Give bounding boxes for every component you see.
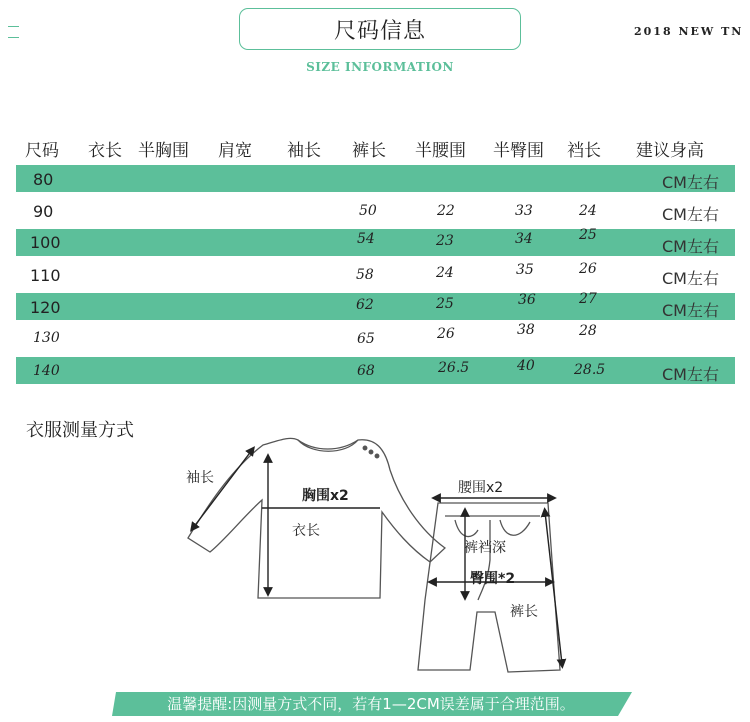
sleeve-arrow [193, 450, 252, 528]
size-cell: 80 [33, 170, 54, 189]
top-length-label: 衣长 [292, 523, 320, 539]
height-cell: CM左右 [662, 173, 719, 192]
pants-length-cell: 62 [356, 297, 374, 313]
column-header-sleeve: 袖长 [287, 141, 321, 161]
size-cell: 90 [33, 202, 54, 221]
crotch-cell: 24 [579, 203, 597, 219]
pants-length-arrow [545, 512, 562, 664]
pants-length-cell: 65 [357, 331, 375, 347]
half-waist-cell: 25 [436, 296, 454, 312]
half-waist-cell: 26 [437, 326, 455, 342]
sleeve-label: 袖长 [186, 470, 214, 486]
shirt-outline [188, 438, 445, 598]
crotch-cell: 28.5 [574, 362, 606, 378]
pants-length-cell: 54 [357, 231, 375, 247]
crotch-cell: 27 [579, 291, 597, 307]
crotch-cell: 28 [579, 323, 597, 339]
half-hip-cell: 40 [517, 358, 535, 374]
hip-label: 臀围*2 [470, 571, 516, 587]
size-cell: 130 [33, 330, 60, 346]
column-header-height: 建议身高 [636, 141, 704, 161]
page-subtitle: SIZE INFORMATION [306, 60, 454, 74]
waist-label: 腰围x2 [458, 480, 504, 496]
half-hip-cell: 36 [518, 292, 536, 308]
size-cell: 100 [30, 233, 61, 252]
page-title: 尺码信息 [239, 8, 521, 50]
rise-label: 裤裆深 [464, 540, 506, 556]
pants-length-cell: 50 [359, 203, 377, 219]
half-hip-cell: 33 [515, 203, 533, 219]
half-hip-cell: 34 [515, 231, 533, 247]
half-hip-cell: 38 [517, 322, 535, 338]
height-cell: CM左右 [662, 301, 719, 320]
column-header-size: 尺码 [25, 141, 59, 161]
size-cell: 110 [30, 266, 61, 285]
half-waist-cell: 23 [436, 233, 454, 249]
size-cell: 120 [30, 298, 61, 317]
measurement-title: 衣服测量方式 [26, 420, 134, 441]
height-cell: CM左右 [662, 205, 719, 224]
half-hip-cell: 35 [516, 262, 534, 278]
column-header-length: 衣长 [88, 141, 122, 161]
height-cell: CM左右 [662, 237, 719, 256]
size-cell: 140 [33, 363, 60, 379]
height-cell: CM左右 [662, 269, 719, 288]
pants-length-label: 裤长 [510, 604, 538, 620]
brand-text: 2018 NEW TN [634, 25, 744, 38]
column-header-shoulder: 肩宽 [218, 141, 252, 161]
crotch-cell: 25 [579, 227, 597, 243]
half-waist-cell: 26.5 [438, 360, 470, 376]
crotch-cell: 26 [579, 261, 597, 277]
footer-note: 温馨提醒:因测量方式不同，若有1—2CM误差属于合理范围。 [167, 694, 575, 713]
half-waist-cell: 24 [436, 265, 454, 281]
pants-length-cell: 68 [357, 363, 375, 379]
column-header-pants-length: 裤长 [352, 141, 386, 161]
pants-length-cell: 58 [356, 267, 374, 283]
half-waist-cell: 22 [437, 203, 455, 219]
chest-label: 胸围x2 [302, 488, 349, 504]
column-header-half-hip: 半臀围 [493, 141, 544, 161]
column-header-half-chest: 半胸围 [138, 141, 189, 161]
column-header-crotch: 裆长 [567, 141, 601, 161]
height-cell: CM左右 [662, 365, 719, 384]
column-header-half-waist: 半腰围 [415, 141, 466, 161]
